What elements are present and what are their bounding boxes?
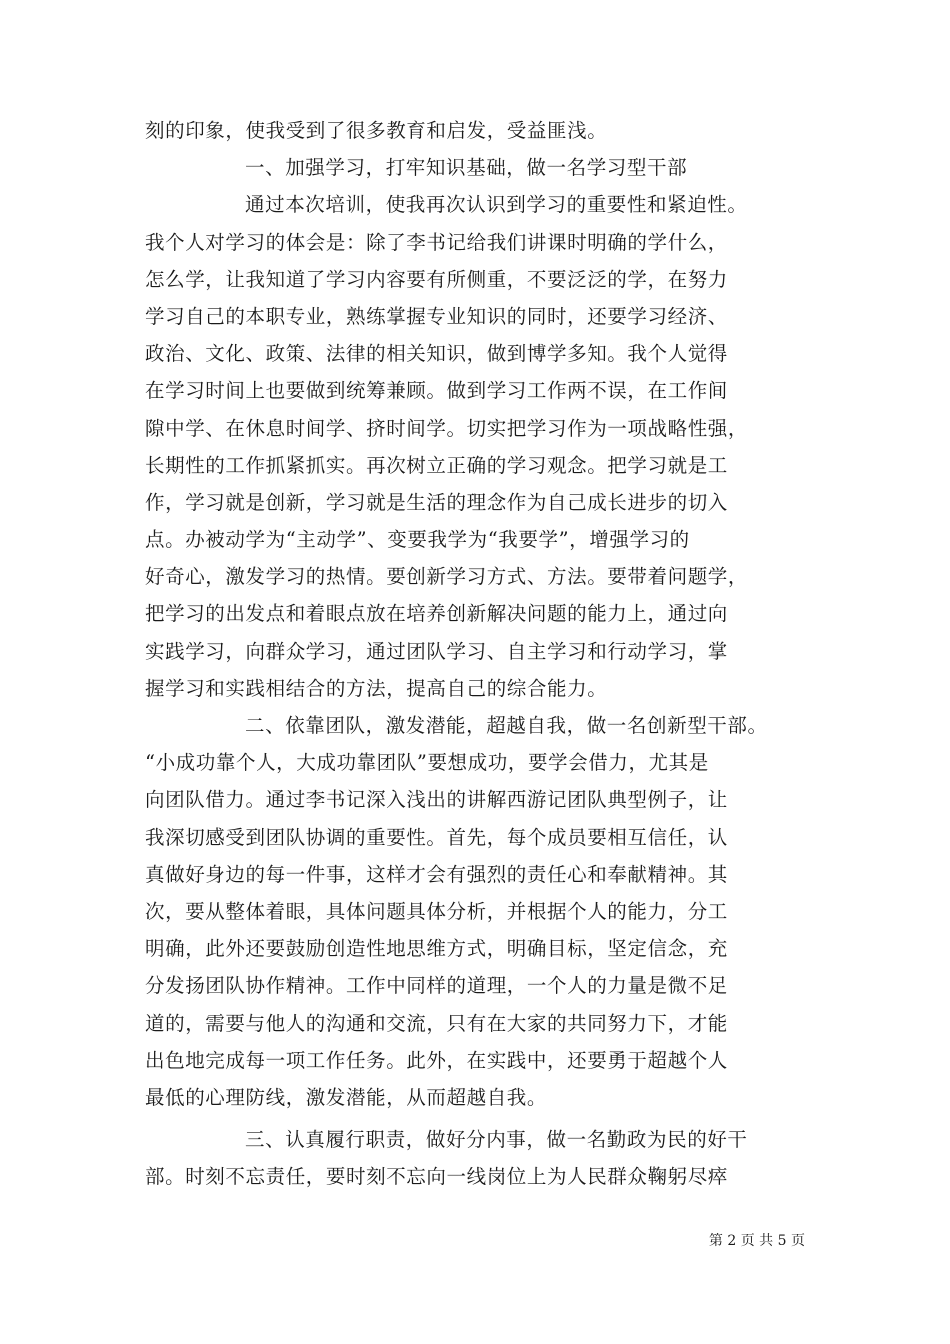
text-line: 政治、文化、政策、法律的相关知识，做到博学多知。我个人觉得 [145, 342, 728, 366]
paragraph-start: 通过本次培训，使我再次认识到学习的重要性和紧迫性。 [245, 193, 748, 217]
text-line: 最低的心理防线，激发潜能，从而超越自我。 [145, 1085, 548, 1109]
text-line: 部。时刻不忘责任，要时刻不忘向一线岗位上为人民群众鞠躬尽瘁 [145, 1165, 728, 1189]
text-line: 隙中学、在休息时间学、挤时间学。切实把学习作为一项战略性强， [145, 416, 749, 440]
text-line: 向团队借力。通过李书记深入浅出的讲解西游记团队典型例子，让 [145, 788, 728, 812]
text-line: 把学习的出发点和着眼点放在培养创新解决问题的能力上，通过向 [145, 602, 728, 626]
section-heading-3: 三、认真履行职责，做好分内事，做一名勤政为民的好干 [245, 1128, 748, 1152]
text-line: 点。办被动学为“主动学”、变要我学为“我要学”，增强学习的 [145, 528, 690, 552]
text-line: 道的，需要与他人的沟通和交流，只有在大家的共同努力下，才能 [145, 1011, 728, 1035]
page-number-footer: 第 2 页 共 5 页 [708, 1233, 805, 1249]
text-line: 分发扬团队协作精神。工作中同样的道理，一个人的力量是微不足 [145, 974, 728, 998]
body-text [145, 112, 807, 1195]
section-heading-2: 二、依靠团队，激发潜能，超越自我，做一名创新型干部。 [245, 714, 768, 737]
text-line: 长期性的工作抓紧抓实。再次树立正确的学习观念。把学习就是工 [145, 453, 728, 477]
text-line: “小成功靠个人，大成功靠团队”要想成功，要学会借力，尤其是 [145, 751, 709, 775]
text-line: 我深切感受到团队协调的重要性。首先，每个成员要相互信任，认 [145, 825, 728, 849]
text-line: 实践学习，向群众学习，通过团队学习、自主学习和行动学习，掌 [145, 639, 728, 663]
section-heading-1: 一、加强学习，打牢知识基础，做一名学习型干部 [245, 156, 688, 180]
text-line: 明确，此外还要鼓励创造性地思维方式，明确目标，坚定信念，充 [145, 937, 728, 961]
text-line: 刻的印象，使我受到了很多教育和启发，受益匪浅。 [145, 119, 608, 142]
text-line: 作，学习就是创新，学习就是生活的理念作为自己成长进步的切入 [145, 490, 728, 514]
text-line: 我个人对学习的体会是：除了李书记给我们讲课时明确的学什么， [145, 230, 728, 254]
text-line: 学习自己的本职专业，熟练掌握专业知识的同时，还要学习经济、 [145, 304, 728, 328]
text-line: 真做好身边的每一件事，这样才会有强烈的责任心和奉献精神。其 [145, 862, 728, 886]
text-line: 握学习和实践相结合的方法，提高自己的综合能力。 [145, 676, 608, 700]
text-line: 出色地完成每一项工作任务。此外，在实践中，还要勇于超越个人 [145, 1048, 728, 1072]
text-line: 好奇心，激发学习的热情。要创新学习方式、方法。要带着问题学， [145, 565, 749, 589]
text-line: 在学习时间上也要做到统筹兼顾。做到学习工作两不误，在工作间 [145, 379, 728, 403]
text-line: 怎么学，让我知道了学习内容要有所侧重，不要泛泛的学，在努力 [145, 267, 728, 291]
text-line: 次，要从整体着眼，具体问题具体分析，并根据个人的能力，分工 [145, 899, 728, 923]
